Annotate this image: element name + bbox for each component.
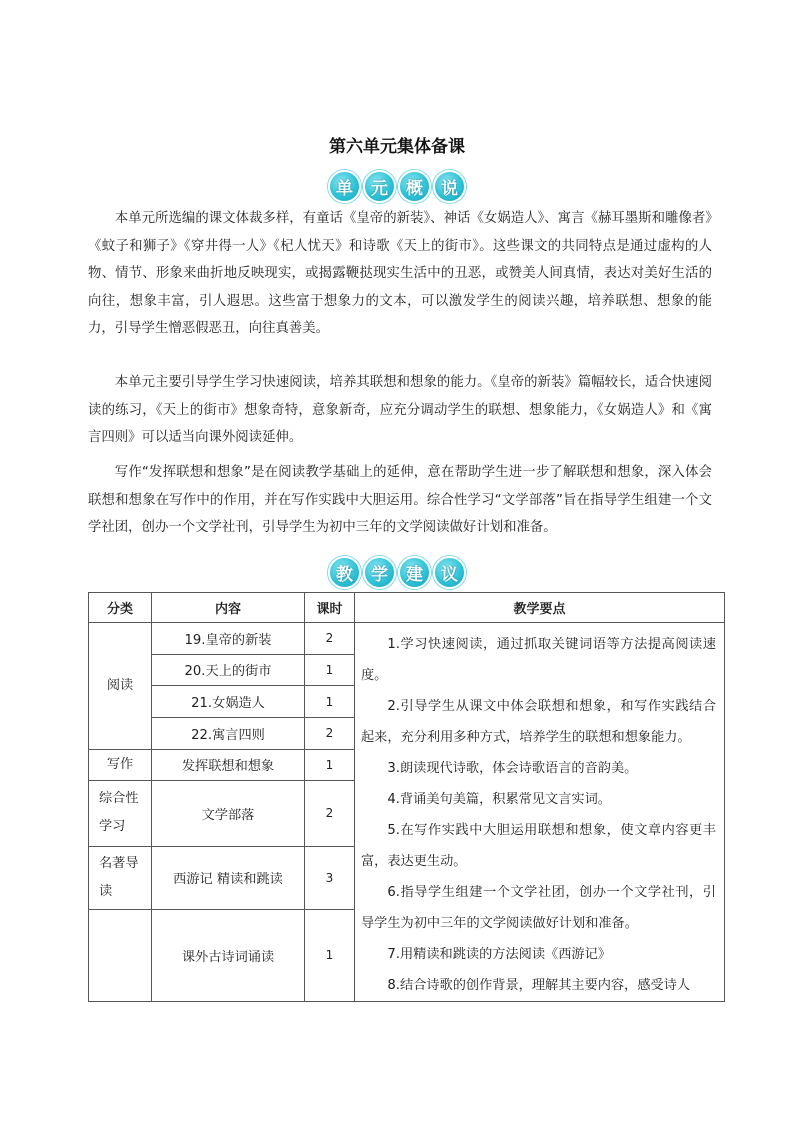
heading-char: 学 [363,556,396,589]
hours-cell: 1 [305,749,355,781]
heading-char: 教 [328,556,361,589]
hours-cell: 1 [305,686,355,718]
category-classics: 名著导读 [89,846,152,909]
key-point: 4.背诵美句美篇，积累常见文言实词。 [387,792,611,807]
overview-paragraph-1: 本单元所选编的课文体裁多样，有童话《皇帝的新装》、神话《女娲造人》、寓言《赫耳墨斯和雕像者》《蚊子和狮子》《穿井得一人》《杞人忧天》和诗歌《天上的街市》。这些课文的共同特点是通过虚构的人物、情节、形象来曲折地反映现实，或揭露鞭挞现实生活中的丑恶，或赞美人间真情，表达对美好生活的向往，想象丰富，引人遐思。这些富于想象力的文本，可以激发学生的阅读兴趣，培养联想、想象的能力，引导学生憎恶假恶丑，向往真善美。 [88,211,712,336]
header-key-points: 教学要点 [355,593,725,623]
content-cell: 文学部落 [152,781,305,846]
hours-cell: 2 [305,781,355,846]
overview-paragraph-2: 本单元主要引导学生学习快速阅读，培养其联想和想象的能力。《皇帝的新装》篇幅较长，适合快速阅读的练习，《天上的街市》想象奇特，意象新奇，应充分调动学生的联想、想象能力，《女娲造人》和《寓言四则》可以适当向课外阅读延伸。 [88,375,712,445]
content-cell: 22.寓言四则 [152,717,305,749]
content-cell: 课外古诗词诵读 [152,909,305,1001]
table-row [89,623,725,655]
heading-char: 议 [433,556,466,589]
heading-char: 概 [398,170,431,203]
heading-char: 单 [328,170,361,203]
content-cell: 19.皇帝的新装 [152,623,305,655]
content-cell: 21.女娲造人 [152,686,305,718]
key-points-cell [355,623,725,1002]
header-category: 分类 [89,593,152,623]
table-header-row [89,593,725,623]
heading-char: 建 [398,556,431,589]
header-content: 内容 [152,593,305,623]
key-point: 6.指导学生组建一个文学社团，创办一个文学社刊，引导学生为初中三年的文学阅读做好计划和准备。 [361,885,716,931]
key-point: 7.用精读和跳读的方法阅读《西游记》 [387,947,611,962]
category-extracurricular [89,909,152,1001]
teaching-plan-table [88,592,725,1002]
hours-cell: 1 [305,909,355,1001]
heading-char: 元 [363,170,396,203]
overview-paragraph-3: 写作“发挥联想和想象”是在阅读教学基础上的延伸，意在帮助学生进一步了解联想和想象，深入体会联想和想象在写作中的作用，并在写作实践中大胆运用。综合性学习“文学部落”旨在指导学生组建一个文学社团，创办一个文学社刊，引导学生为初中三年的文学阅读做好计划和准备。 [88,465,712,535]
hours-cell: 2 [305,623,355,655]
heading-char: 说 [433,170,466,203]
key-point: 3.朗读现代诗歌，体会诗歌语言的音韵美。 [387,761,638,776]
category-writing: 写作 [89,749,152,781]
category-reading: 阅读 [89,623,152,750]
content-cell: 发挥联想和想象 [152,749,305,781]
section-heading-teaching-advice [0,556,794,590]
key-point: 2.引导学生从课文中体会联想和想象，和写作实践结合起来，充分利用多种方式，培养学生的联想和想象能力。 [361,699,716,745]
header-hours: 课时 [305,593,355,623]
key-point: 5.在写作实践中大胆运用联想和想象，使文章内容更丰富，表达更生动。 [361,823,716,869]
key-point: 8.结合诗歌的创作背景，理解其主要内容，感受诗人 [387,978,691,993]
hours-cell: 3 [305,846,355,909]
content-cell: 20.天上的街市 [152,654,305,686]
page-title: 第六单元集体备课 [329,137,465,157]
hours-cell: 1 [305,654,355,686]
section-heading-unit-overview [0,170,794,204]
content-cell: 西游记 精读和跳读 [152,846,305,909]
category-comprehensive: 综合性学习 [89,781,152,846]
key-point: 1.学习快速阅读，通过抓取关键词语等方法提高阅读速度。 [361,637,716,683]
hours-cell: 2 [305,717,355,749]
